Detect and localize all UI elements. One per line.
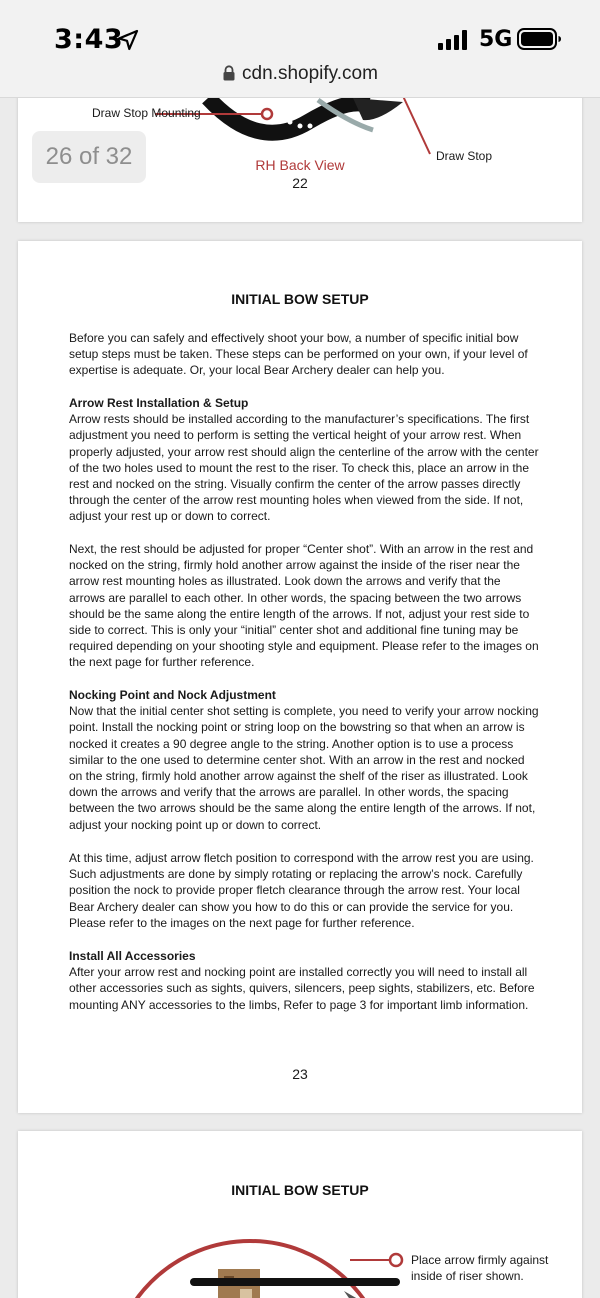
section-heading: Arrow Rest Installation & Setup: [69, 396, 249, 410]
url-text: cdn.shopify.com: [242, 63, 378, 84]
page-indicator: 26 of 32: [32, 131, 146, 183]
nocking-section: [69, 687, 539, 833]
battery-icon: [517, 27, 563, 51]
status-time: 3:43: [54, 24, 124, 55]
arrow-rest-section: [69, 395, 539, 525]
cellular-signal-icon: [438, 30, 470, 50]
label-draw-stop: Draw Stop: [436, 149, 493, 163]
figure-caption: RH Back View: [255, 157, 345, 173]
paragraph-text: Next, the rest should be adjusted for proper “Center shot”. With an arrow in the rest and nocked on the string, firmly hold another arrow against the inside of the riser near the arrow rest mounting holes as illustrated. Look down the arrows and verify that the arrows are parallel to each other. In other words, the spacing between the two arrows should be the same along the entire length of the arrows. If not, adjust your rest side to side to correct. This is only your “initial” center shot and additional fine tuning may be required depending on your shooting style and equipment. Please refer to the images on the next page for further reference.: [69, 542, 539, 670]
label-draw-stop-mounting: Draw Stop Mounting: [92, 106, 201, 120]
lock-icon: [222, 65, 236, 81]
paragraph-text: After your arrow rest and nocking point are installed correctly you will need to install all other accessories such as sights, quivers, silencers, peep sights, stabilizers, etc. Before mounting ANY accessories to the limbs, Refer to page 3 for important limb information.: [69, 965, 535, 1012]
page-title: INITIAL BOW SETUP: [231, 291, 369, 307]
section-heading: Install All Accessories: [69, 949, 196, 963]
paragraph-text: Before you can safely and effectively shoot your bow, a number of specific initial bow setup steps must be taken. These steps can be performed on your own, if your level of expertise is adequate. Or, your local Bear Archery dealer can help you.: [69, 331, 528, 378]
paragraph-text: At this time, adjust arrow fletch position to correspond with the arrow rest you are using. Such adjustments are done by simply rotating or replacing the arrow’s nock. Carefully position the nock to provide proper fletch clearance through the arrow rest. Your local Bear Archery dealer can show you how to do this or can provide the service for you. Please refer to the images on the next page for further reference.: [69, 851, 534, 930]
pdf-page-23: [18, 241, 582, 1113]
page-number: 22: [292, 175, 308, 191]
location-arrow-icon: [116, 28, 140, 52]
address-bar[interactable]: [0, 63, 600, 85]
paragraph-text: Arrow rests should be installed according to the manufacturer’s specifications. The first adjustment you need to perform is setting the vertical height of your arrow rest. When properly adjusted, your arrow rest should align the centerline of the arrow with the center of the two holes used to mount the rest to the riser. To check this, place an arrow in the rest and nocked on the string. Visually confirm the center of the arrow passes directly through the center of the arrow rest mounting holes when viewed from the side. If not, adjust your rest up or down to correct.: [69, 412, 539, 524]
fletch-paragraph: [69, 850, 539, 931]
network-type: 5G: [479, 27, 513, 52]
page-title: INITIAL BOW SETUP: [231, 1182, 369, 1198]
section-heading: Nocking Point and Nock Adjustment: [69, 688, 276, 702]
callout-text: Place arrow firmly against inside of riser shown.: [411, 1253, 549, 1283]
page-number: 23: [292, 1066, 308, 1082]
browser-chrome: [0, 0, 600, 98]
accessories-section: [69, 948, 539, 1013]
pdf-page-24: [18, 1131, 582, 1298]
paragraph-text: Now that the initial center shot setting is complete, you need to verify your arrow nocking point. Install the nocking point or string loop on the bowstring so that when an arrow is nocked it creates a 90 degree angle to the string. Another option is to use a process similar to the one used to determine center shot. With an arrow in the rest and nocked on the string, firmly hold another arrow against the shelf of the riser as illustrated. Look down the arrows and verify that the arrows are parallel. In other words, the spacing between the two arrows should be the same along the entire length of the arrows. If not, adjust your nocking point up or down to correct.: [69, 704, 539, 832]
intro-paragraph: [69, 330, 539, 379]
center-shot-paragraph: [69, 541, 539, 671]
